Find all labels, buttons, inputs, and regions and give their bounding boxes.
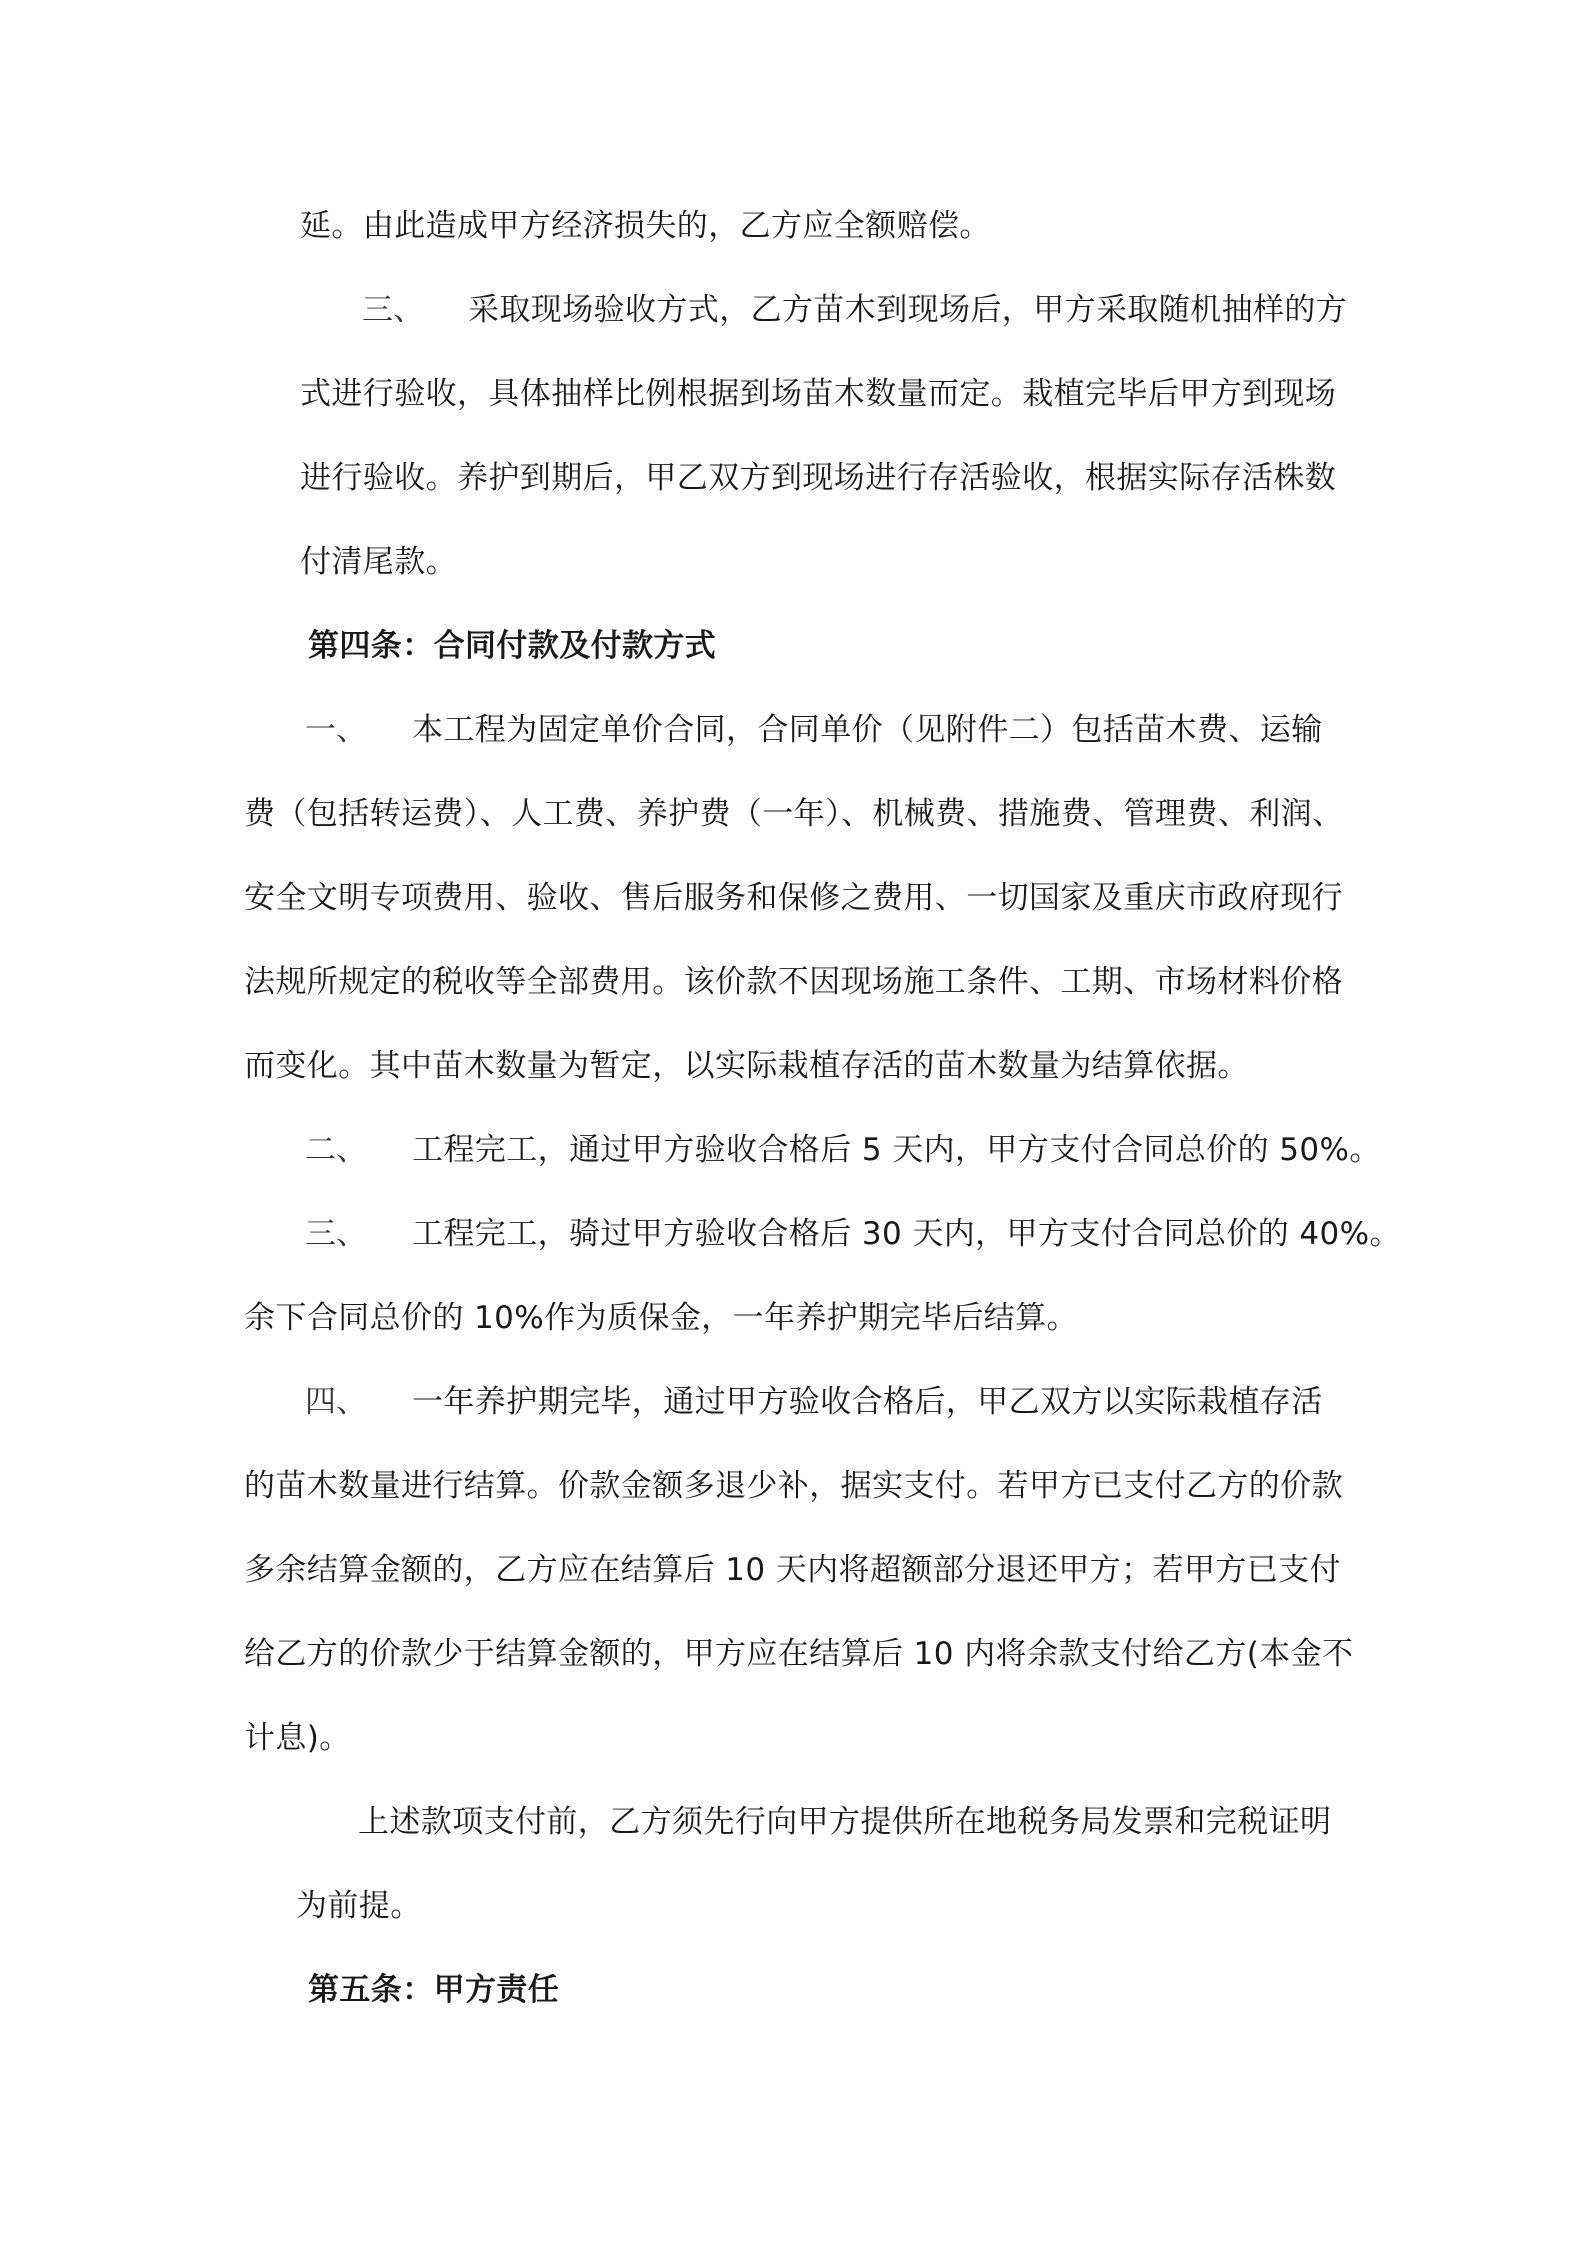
paragraph-line: 一年养护期完毕，通过甲方验收合格后，甲乙双方以实际栽植存活 (412, 1384, 1323, 1420)
paragraph-line: 法规所规定的税收等全部费用。该价款不因现场施工条件、工期、市场材料价格 (244, 964, 1343, 1000)
paragraph-line: 余下合同总价的 10%作为质保金，一年养护期完毕后结算。 (244, 1300, 1078, 1336)
list-marker: 四、 (305, 1384, 367, 1420)
paragraph-line: 多余结算金额的，乙方应在结算后 10 天内将超额部分退还甲方；若甲方已支付 (244, 1552, 1341, 1588)
list-marker: 三、 (362, 292, 424, 328)
section-heading: 第四条：合同付款及付款方式 (308, 628, 717, 664)
paragraph-line: 本工程为固定单价合同，合同单价（见附件二）包括苗木费、运输 (412, 712, 1323, 748)
paragraph-line: 的苗木数量进行结算。价款金额多退少补，据实支付。若甲方已支付乙方的价款 (244, 1468, 1343, 1504)
paragraph-line: 为前提。 (296, 1888, 422, 1924)
paragraph-line: 式进行验收，具体抽样比例根据到场苗木数量而定。栽植完毕后甲方到现场 (300, 376, 1337, 412)
paragraph-line: 采取现场验收方式，乙方苗木到现场后，甲方采取随机抽样的方 (468, 292, 1348, 328)
list-marker: 一、 (305, 712, 367, 748)
list-marker: 三、 (305, 1216, 367, 1252)
section-heading: 第五条：甲方责任 (308, 1972, 560, 2008)
paragraph-line: 计息)。 (244, 1720, 351, 1756)
list-marker: 二、 (305, 1132, 367, 1168)
paragraph-line: 延。由此造成甲方经济损失的，乙方应全额赔偿。 (300, 208, 991, 244)
paragraph-line: 上述款项支付前，乙方须先行向甲方提供所在地税务局发票和完税证明 (358, 1804, 1332, 1840)
paragraph-line: 安全文明专项费用、验收、售后服务和保修之费用、一切国家及重庆市政府现行 (244, 880, 1343, 916)
paragraph-line: 工程完工，骑过甲方验收合格后 30 天内，甲方支付合同总价的 40%。 (412, 1216, 1401, 1252)
paragraph-line: 付清尾款。 (300, 544, 457, 580)
paragraph-line: 给乙方的价款少于结算金额的，甲方应在结算后 10 内将余款支付给乙方(本金不 (244, 1636, 1354, 1672)
paragraph-line: 费（包括转运费）、人工费、养护费（一年）、机械费、措施费、管理费、利润、 (244, 796, 1344, 832)
paragraph-line: 而变化。其中苗木数量为暂定，以实际栽植存活的苗木数量为结算依据。 (244, 1048, 1249, 1084)
paragraph-line: 工程完工，通过甲方验收合格后 5 天内，甲方支付合同总价的 50%。 (412, 1132, 1381, 1168)
paragraph-line: 进行验收。养护到期后，甲乙双方到现场进行存活验收，根据实际存活株数 (300, 460, 1337, 496)
